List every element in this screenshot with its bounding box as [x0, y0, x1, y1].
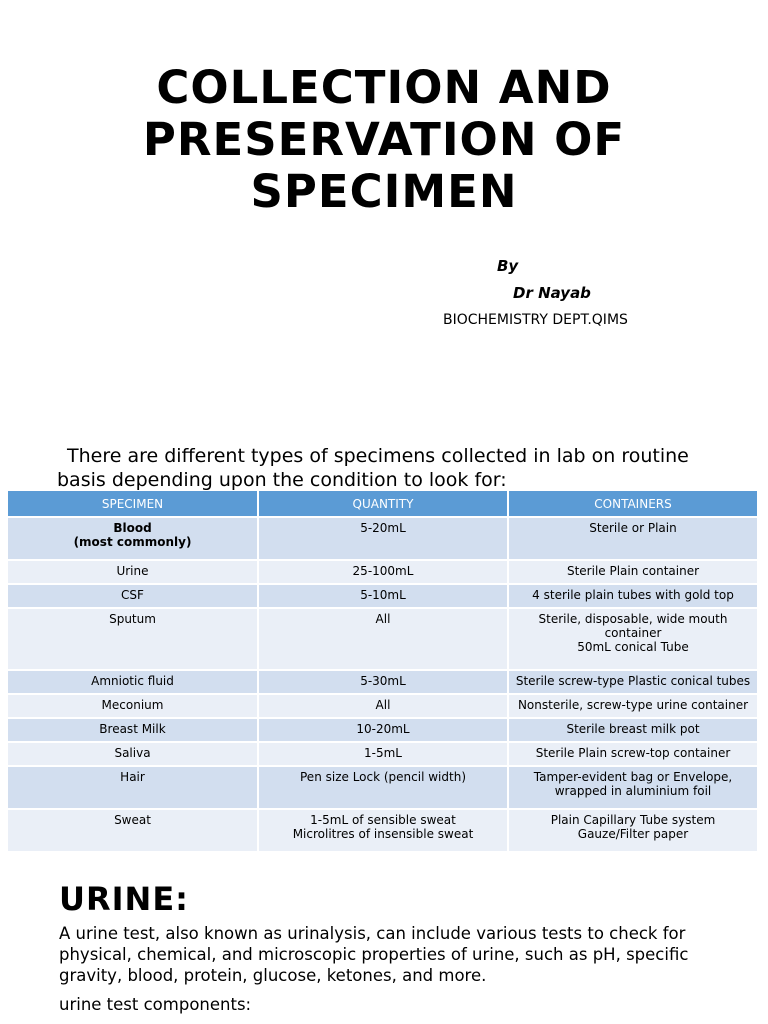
urine-components-label: urine test components: [59, 995, 252, 1014]
cell-specimen: Sputum [8, 608, 258, 670]
cell-containers: Sterile screw-type Plastic conical tubes [508, 670, 758, 694]
cell-quantity: 1-5mL [258, 742, 508, 766]
cell-containers: Nonsterile, screw-type urine container [508, 694, 758, 718]
cell-specimen: Amniotic fluid [8, 670, 258, 694]
cell-specimen: CSF [8, 584, 258, 608]
urine-description: A urine test, also known as urinalysis, can include various tests to check for physical, chemical, and microscopic properties of urine, such as pH, specific gravity, blood, protein, glucose, ketones, and more. [59, 924, 689, 985]
cell-containers: Sterile, disposable, wide mouth container 50mL conical Tube [508, 608, 758, 670]
urine-heading: URINE: [59, 880, 189, 918]
table-row [8, 718, 758, 742]
cell-quantity: 5-10mL [258, 584, 508, 608]
cell-containers: Sterile Plain screw-top container [508, 742, 758, 766]
table-row [8, 809, 758, 852]
table-row [8, 560, 758, 584]
table-row [8, 670, 758, 694]
cell-containers: Sterile Plain container [508, 560, 758, 584]
cell-quantity: All [258, 694, 508, 718]
document-title: COLLECTION AND PRESERVATION OF SPECIMEN [142, 61, 626, 218]
cell-specimen: Sweat [8, 809, 258, 852]
cell-specimen: Urine [8, 560, 258, 584]
byline-by: By [497, 257, 519, 275]
byline-author: Dr Nayab [513, 284, 591, 302]
cell-containers: Tamper-evident bag or Envelope, wrapped in aluminium foil [508, 766, 758, 809]
cell-quantity: Pen size Lock (pencil width) [258, 766, 508, 809]
cell-containers: Sterile breast milk pot [508, 718, 758, 742]
cell-quantity: 5-30mL [258, 670, 508, 694]
cell-specimen: Hair [8, 766, 258, 809]
cell-containers: Sterile or Plain [508, 517, 758, 560]
table-row [8, 517, 758, 560]
cell-quantity: 10-20mL [258, 718, 508, 742]
table-row [8, 766, 758, 809]
table-row [8, 584, 758, 608]
table-row [8, 694, 758, 718]
cell-specimen: Blood (most commonly) [8, 517, 258, 560]
cell-quantity: All [258, 608, 508, 670]
cell-containers: Plain Capillary Tube system Gauze/Filter paper [508, 809, 758, 852]
specimen-table [8, 491, 759, 853]
byline-department: BIOCHEMISTRY DEPT.QIMS [443, 312, 628, 328]
intro-paragraph: There are different types of specimens collected in lab on routine basis depending upon the condition to look for: [57, 445, 689, 491]
cell-quantity: 1-5mL of sensible sweat Microlitres of insensible sweat [258, 809, 508, 852]
cell-specimen: Breast Milk [8, 718, 258, 742]
header-containers: CONTAINERS [508, 491, 758, 517]
table-row [8, 742, 758, 766]
cell-specimen: Meconium [8, 694, 258, 718]
cell-containers: 4 sterile plain tubes with gold top [508, 584, 758, 608]
table-row [8, 608, 758, 670]
table-header-row [8, 491, 758, 517]
header-quantity: QUANTITY [258, 491, 508, 517]
cell-quantity: 5-20mL [258, 517, 508, 560]
cell-specimen: Saliva [8, 742, 258, 766]
cell-quantity: 25-100mL [258, 560, 508, 584]
header-specimen: SPECIMEN [8, 491, 258, 517]
